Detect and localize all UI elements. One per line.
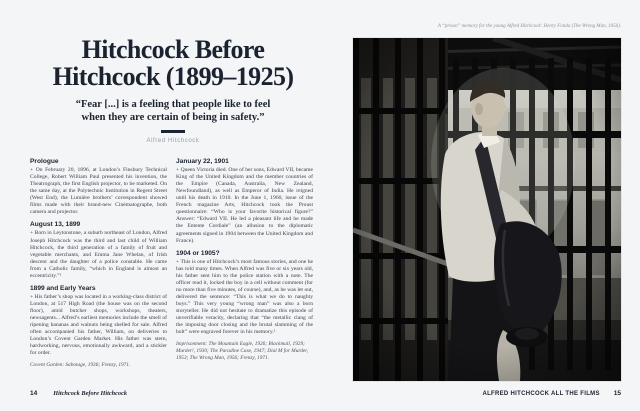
section-body-prologue: + On February 20, 1896, at London’s Finsbury Technical College, Robert William Paul presented his invention, the Theatrograph, the first English projector, to be marketed. On the same day, at the Polytechnic Institution in Regent Street (West End), the Lumière brothers’ correspondent showed films made with their brand-new Cinématographe, both camera and projector. bbox=[30, 167, 167, 216]
section-body-1899-early-years: + His father’s shop was located in a working-class district of London, at 517 High Road (the house was on the second floor), amid butcher shops, workshops, theaters, newsagents... Alfred’s earliest memories include the smell of ripening bananas and walnuts being shelled for sale. Alfred often accompanied his father, William, on deliveries to London’s Covent Garden Market. His father was stern, hardworking, nervous, emotionally awkward, and a stickler for order. bbox=[30, 293, 167, 357]
epigraph-quote-line1: “Fear [...] is a feeling that people like to feel bbox=[75, 99, 271, 110]
right-page-footer bbox=[482, 390, 621, 397]
section-heading-1899-early-years: 1899 and Early Years bbox=[30, 284, 96, 292]
left-page-footer bbox=[30, 390, 127, 397]
section-body-1904-or-1905: + This is one of Hitchcock’s most famous stories, and one he has told many times. When Alfred was five or six years old, his father sent him to the police station with a note. The officer read it, locked the boy in a cell without comment (for no more than five minutes, of course), and, as he was let out, delivered the sentence: “This is what we do to naughty boys.” This very young “wrong man” was also a born storyteller. He did not hesitate to dramatize this episode of unverifiable veracity, declaring that “the metallic clang of the imposing door closing and the brutal slamming of the bolt” were engraved forever in his memory.² bbox=[176, 258, 313, 336]
prison-photo bbox=[353, 38, 621, 381]
chapter-title-line2: Hitchcock (1899–1925) bbox=[52, 62, 294, 92]
section-body-january-22-1901: + Queen Victoria died. One of her sons, Edward VII, became King of the United Kingdom and the member countries of the Empire (Canada, Australia, New Zealand, Newfoundland), as well as Emperor of India. He reigned until his death in 1910. In the June 1, 1960, issue of the French magazine Arts, Hitchcock took the Proust questionnaire: “Who is your favorite historical figure?” Answer: “Edward VII. He led a pleasant life and he made the Entente Cordiale” (an allusion to the diplomatic agreements signed in 1904 between the United Kingdom and France). bbox=[176, 167, 313, 244]
prison-photo-illustration bbox=[353, 38, 621, 381]
photo-caption: A “prison” memory for the young Alfred Hitchcock: Henry Fonda (The Wrong Man, 1956). bbox=[437, 24, 621, 29]
right-page-number: 15 bbox=[613, 390, 621, 397]
section-heading-prologue: Prologue bbox=[30, 158, 59, 165]
cross-reference-imprisonment: Imprisonment: The Mountain Eagle, 1926; Blackmail, 1929; Murder!, 1930; The Paradine Case, 1947; Dial M for Murder, 1953; The Wrong Man, 1956; Frenzy, 1971. bbox=[176, 341, 309, 361]
section-heading-august-13-1899: August 13, 1899 bbox=[30, 221, 81, 229]
chapter-title-line1: Hitchcock Before bbox=[81, 35, 265, 64]
section-heading-january-22-1901: January 22, 1901 bbox=[176, 158, 229, 165]
epigraph-quote bbox=[44, 98, 302, 125]
chapter-title bbox=[14, 36, 332, 90]
epigraph-quote-line2: when they are certain of being in safety.” bbox=[81, 112, 265, 124]
quote-divider-rule bbox=[161, 130, 185, 133]
section-body-august-13-1899: + Born in Leytonstone, a suburb northeast of London, Alfred Joseph Hitchcock was the third and last child of William Hitchcock, the third generation of a family of fruit and vegetable merchants, and Emma Jane Whelan, of Irish descent and the daughter of a police constable. He came from a Catholic family, “which in England is almost an eccentricity.”¹ bbox=[30, 230, 167, 279]
right-footer-label: ALFRED HITCHCOCK ALL THE FILMS bbox=[482, 391, 600, 397]
left-page-number: 14 bbox=[30, 390, 38, 397]
body-columns bbox=[30, 158, 313, 375]
body-column-2 bbox=[176, 158, 313, 375]
left-footer-label: Hitchcock Before Hitchcock bbox=[53, 390, 128, 397]
body-column-1 bbox=[30, 158, 167, 375]
section-heading-1904-or-1905: 1904 or 1905? bbox=[176, 249, 220, 257]
cross-reference-covent-garden: Covent Garden: Sabotage, 1936; Frenzy, 1971. bbox=[30, 362, 131, 369]
quote-attribution: Alfred Hitchcock bbox=[146, 138, 200, 144]
